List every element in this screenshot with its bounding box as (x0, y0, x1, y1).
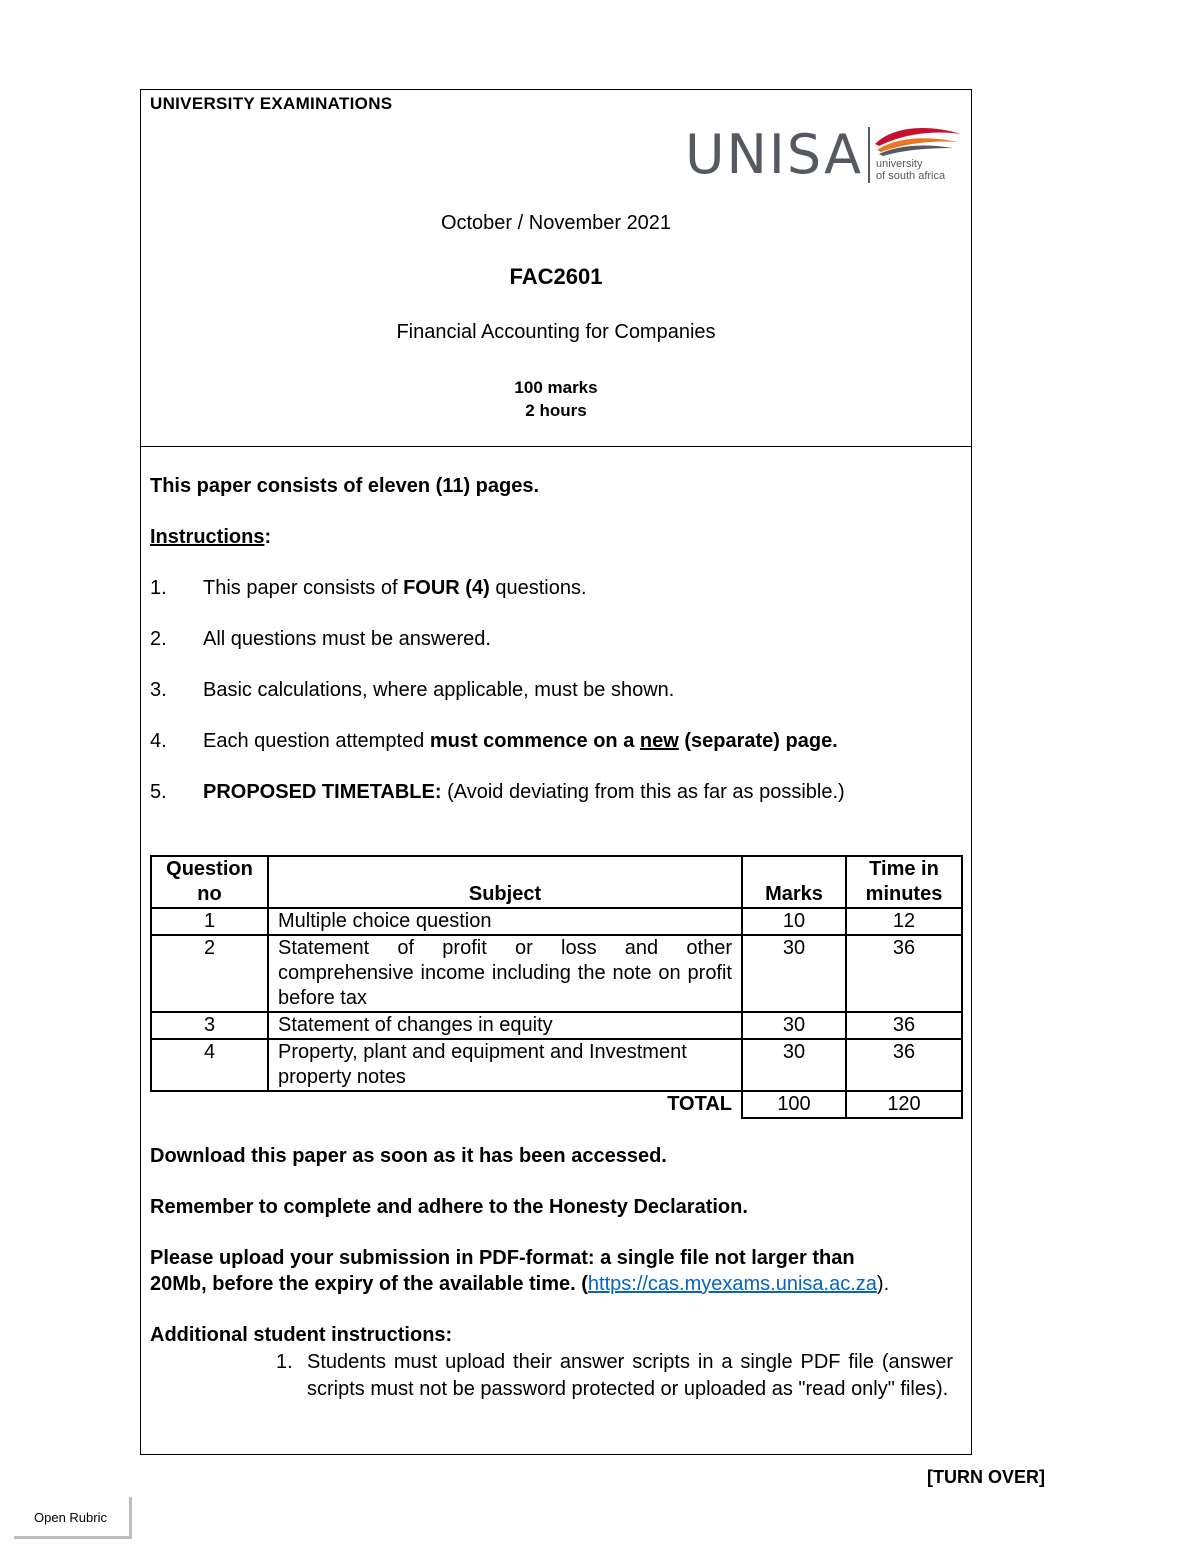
table-row (151, 1039, 962, 1091)
instruction-text (203, 730, 838, 753)
cell-subject: Property, plant and equipment and Investment property notes (268, 1039, 742, 1091)
logo-subtitle (876, 158, 945, 182)
upload-note-line-2-text: 20Mb, before the expiry of the available time. (150, 1273, 576, 1295)
header-marks: Marks (742, 856, 846, 908)
logo-subtitle-line-1: university (876, 158, 923, 170)
total-label: TOTAL (667, 1093, 732, 1115)
instructions-colon: : (264, 526, 272, 548)
instruction-number: 2. (150, 628, 167, 650)
instruction-text-pre: Each question attempted (203, 730, 430, 752)
table-row (151, 1012, 962, 1039)
cell-marks: 30 (742, 1012, 846, 1039)
cell-question: 1 (151, 908, 268, 935)
instruction-number: 3. (150, 679, 167, 701)
instruction-text-post: questions. (489, 577, 587, 599)
cell-question: 2 (151, 935, 268, 1012)
cell-question: 3 (151, 1012, 268, 1039)
marks-and-duration (141, 376, 971, 422)
cell-time: 36 (846, 1039, 962, 1091)
turn-over-label: [TURN OVER] (927, 1467, 1045, 1487)
additional-instruction-text: Students must upload their answer scripts in a single PDF file (answer scripts must not be password protected or uploaded as "read only" files). (307, 1351, 953, 1400)
instruction-number: 5. (150, 781, 167, 803)
instruction-text-post: (Avoid deviating from this as far as possible.) (441, 781, 845, 803)
pages-note: This paper consists of eleven (11) pages. (150, 475, 540, 497)
unisa-logo (685, 124, 965, 186)
instruction-number: 1. (150, 577, 167, 599)
module-title: Financial Accounting for Companies (396, 321, 716, 343)
logo-divider (868, 127, 870, 183)
exam-header (141, 90, 971, 447)
table-row (151, 935, 962, 1012)
additional-instruction-item (276, 1349, 953, 1403)
download-note: Download this paper as soon as it has been accessed. (150, 1145, 667, 1167)
instruction-text-bold: PROPOSED TIMETABLE: (203, 781, 442, 803)
exam-cover-frame (140, 89, 972, 1455)
cell-marks: 30 (742, 1039, 846, 1091)
total-time-cell: 120 (846, 1091, 962, 1118)
total-marks-cell: 100 (742, 1091, 846, 1118)
header-subject: Subject (268, 856, 742, 908)
upload-paren-open: ( (575, 1273, 588, 1295)
upload-note-line-1: Please upload your submission in PDF-format: a single file not larger than (150, 1247, 855, 1269)
instruction-number: 4. (150, 730, 167, 752)
module-code: FAC2601 (509, 264, 603, 289)
cell-subject: Multiple choice question (268, 908, 742, 935)
total-marks: 100 marks (514, 378, 598, 397)
exam-duration: 2 hours (525, 401, 587, 420)
cell-subject: Statement of profit or loss and other comprehensive income including the note on profit before tax (268, 935, 742, 1012)
timetable-total-row (151, 1091, 962, 1118)
additional-instruction-number: 1. (276, 1351, 293, 1373)
instruction-text (203, 577, 587, 600)
cell-time: 36 (846, 935, 962, 1012)
cell-question: 4 (151, 1039, 268, 1091)
exam-date: October / November 2021 (440, 212, 672, 234)
instructions-title: Instructions (150, 526, 265, 548)
cell-time: 36 (846, 1012, 962, 1039)
upload-note-line-2 (150, 1273, 889, 1296)
header-time: Time in minutes (846, 856, 962, 908)
instruction-text-bold: must commence on a (429, 730, 640, 752)
cell-marks: 10 (742, 908, 846, 935)
additional-instructions-title: Additional student instructions: (150, 1324, 453, 1346)
honesty-note: Remember to complete and adhere to the Honesty Declaration. (150, 1196, 748, 1218)
instruction-text (203, 781, 845, 804)
instruction-text-underline: new (639, 730, 679, 752)
exam-portal-link[interactable]: https://cas.myexams.unisa.ac.za (587, 1273, 877, 1295)
timetable-header-row (151, 856, 962, 908)
instruction-text: All questions must be answered. (203, 628, 491, 650)
instructions-heading (150, 526, 271, 549)
upload-paren-close: ). (876, 1273, 890, 1295)
university-examinations-label: UNIVERSITY EXAMINATIONS (150, 94, 393, 113)
table-row (151, 908, 962, 935)
instruction-text-bold: FOUR (4) (403, 577, 490, 599)
instruction-text-bold-2: (separate) page. (678, 730, 838, 752)
logo-wordmark: UNISA (685, 123, 864, 186)
cell-marks: 30 (742, 935, 846, 1012)
logo-subtitle-line-2: of south africa (876, 170, 946, 182)
header-question-no: Question no (151, 856, 268, 908)
cell-time: 12 (846, 908, 962, 935)
proposed-timetable (150, 855, 963, 1119)
cell-subject: Statement of changes in equity (268, 1012, 742, 1039)
logo-swoosh-icon (873, 124, 963, 158)
instruction-text: Basic calculations, where applicable, must be shown. (203, 679, 675, 701)
open-rubric-button[interactable]: Open Rubric (14, 1497, 132, 1539)
instruction-text-pre: This paper consists of (203, 577, 404, 599)
